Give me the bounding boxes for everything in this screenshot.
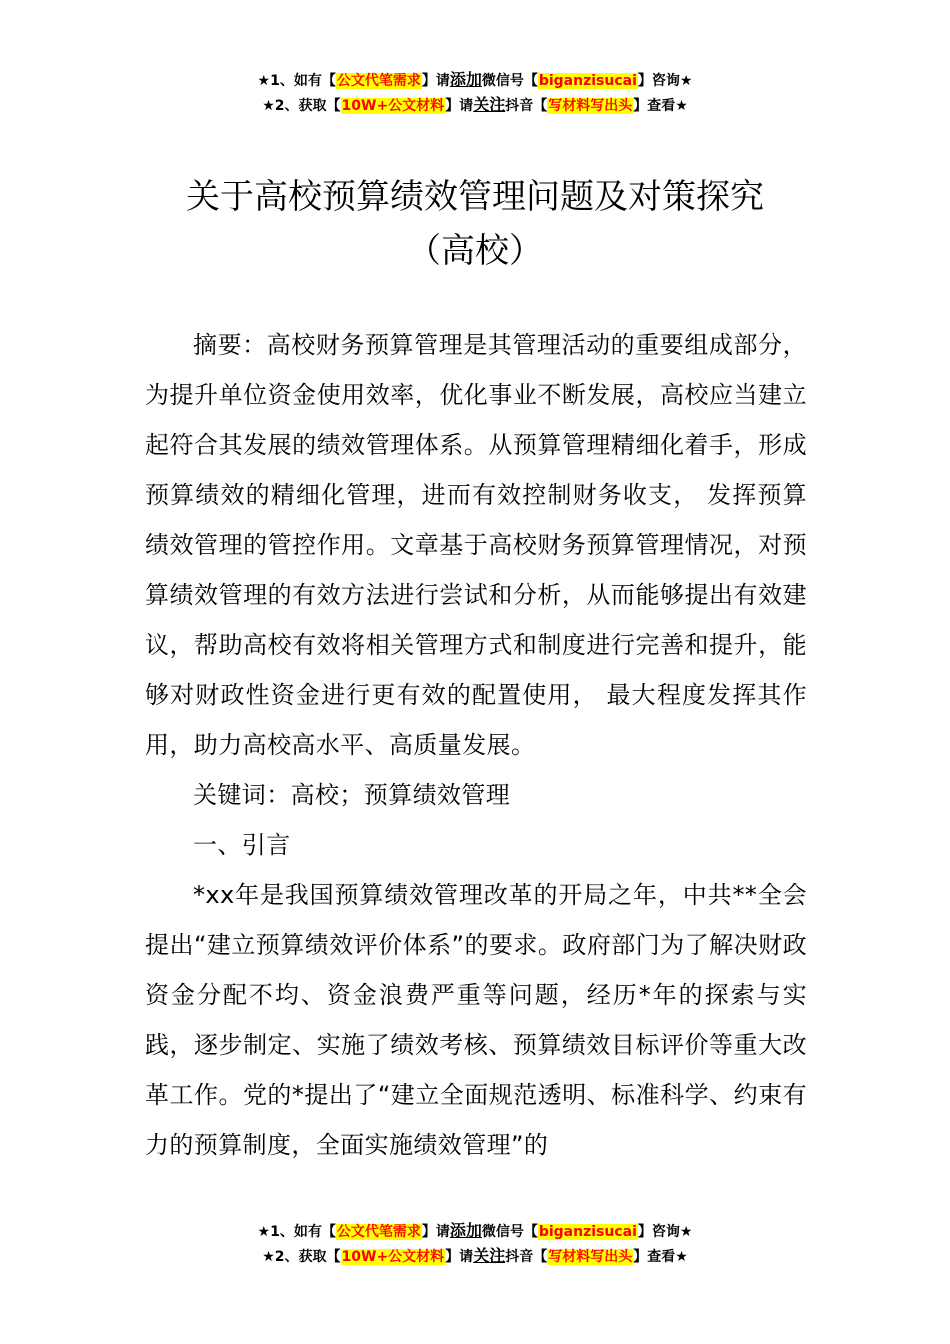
banner-text: ★2、获取【 <box>262 98 341 114</box>
footer-banner <box>0 1219 950 1269</box>
body-paragraph: *xx年是我国预算绩效管理改革的开局之年，中共**全会提出“建立预算绩效评价体系”的要求。政府部门为了解决财政资金分配不均、资金浪费严重等问题，经历*年的探索与实践，逐步制定、实施了绩效考核、预算绩效目标评价等重大改革工作。党的*提出了“建立全面规范透明、标准科学、约束有力的预算制度，全面实施绩效管理”的 <box>145 881 807 1159</box>
banner-line-1 <box>0 68 950 93</box>
highlight-text: 10W+公文材料 <box>341 98 445 114</box>
banner-text: 】请 <box>445 1249 474 1265</box>
highlight-text: 写材料写出头 <box>548 98 633 114</box>
title-line-1: 关于高校预算绩效管理问题及对策探究 <box>186 177 764 217</box>
banner-text: 抖音【 <box>505 98 548 114</box>
banner-line-2 <box>0 93 950 118</box>
banner-text: 抖音【 <box>505 1249 548 1265</box>
section-heading: 一、引言 <box>193 831 291 859</box>
underlined-text: 关注 <box>473 95 506 114</box>
banner-text: 】查看★ <box>633 98 688 114</box>
underlined-text: 关注 <box>473 1246 506 1265</box>
banner-text: 】咨询★ <box>637 1224 693 1240</box>
highlight-text: biganzisucai <box>538 73 637 89</box>
title-line-2: （高校） <box>407 231 543 271</box>
banner-text: 微信号【 <box>481 73 538 89</box>
banner-text: 】咨询★ <box>637 73 693 89</box>
underlined-text: 添加 <box>449 1221 482 1240</box>
document-title <box>0 170 950 278</box>
banner-text: ★2、获取【 <box>262 1249 341 1265</box>
highlight-text: 公文代笔需求 <box>336 73 421 89</box>
banner-text: ★1、如有【 <box>257 1224 336 1240</box>
banner-line-2 <box>0 1244 950 1269</box>
keywords-paragraph: 关键词：高校；预算绩效管理 <box>193 781 511 809</box>
banner-text: 】请 <box>421 1224 450 1240</box>
banner-text: 微信号【 <box>481 1224 538 1240</box>
banner-line-1 <box>0 1219 950 1244</box>
highlight-text: 10W+公文材料 <box>341 1249 445 1265</box>
underlined-text: 添加 <box>449 70 482 89</box>
banner-text: 】查看★ <box>633 1249 688 1265</box>
abstract-paragraph: 摘要：高校财务预算管理是其管理活动的重要组成部分，为提升单位资金使用效率，优化事业不断发展，高校应当建立起符合其发展的绩效管理体系。从预算管理精细化着手，形成预算绩效的精细化管理，进而有效控制财务收支， 发挥预算绩效管理的管控作用。文章基于高校财务预算管理情况，对预算绩效管理的有效方法进行尝试和分析，从而能够提出有效建议，帮助高校有效将相关管理方式和制度进行完善和提升，能够对财政性资金进行更有效的配置使用， 最大程度发挥其作用，助力高校高水平、高质量发展。 <box>145 331 807 759</box>
header-banner <box>0 68 950 118</box>
banner-text: 】请 <box>421 73 450 89</box>
highlight-text: biganzisucai <box>538 1224 637 1240</box>
highlight-text: 写材料写出头 <box>548 1249 633 1265</box>
banner-text: ★1、如有【 <box>257 73 336 89</box>
banner-text: 】请 <box>445 98 474 114</box>
highlight-text: 公文代笔需求 <box>336 1224 421 1240</box>
document-body <box>145 320 807 1170</box>
